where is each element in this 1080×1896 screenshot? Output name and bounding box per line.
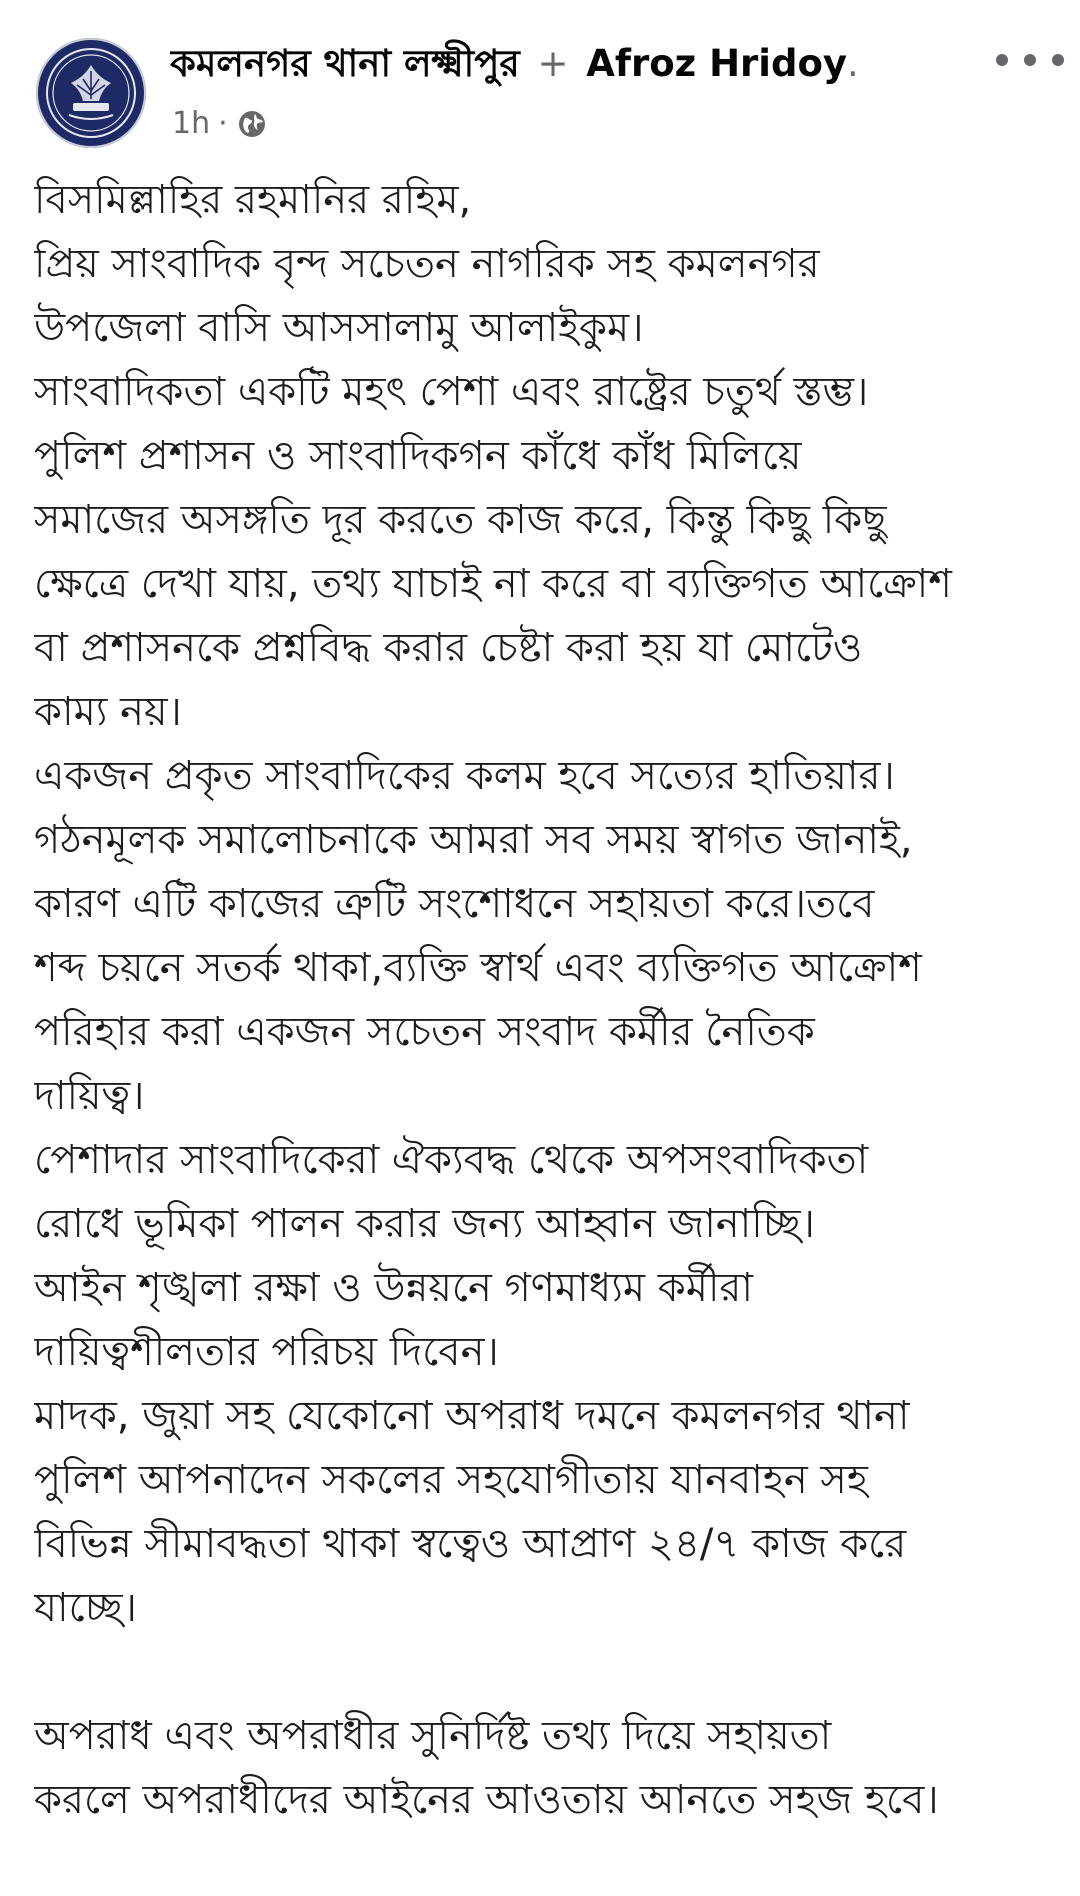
post-text-line: সাংবাদিকতা একটি মহৎ পেশা এবং রাষ্ট্রের চতুর্থ স্তম্ভ। <box>34 369 869 415</box>
more-options-icon <box>996 54 1008 66</box>
post-header <box>0 0 1080 150</box>
post-text-line: একজন প্রকৃত সাংবাদিকের কলম হবে সত্যের হাতিয়ার। <box>34 753 895 799</box>
more-options-icon-dot-3 <box>1052 54 1064 66</box>
post-text-line: শব্দ চয়নে সতর্ক থাকা,ব্যক্তি স্বার্থ এবং ব্যক্তিগত আক্রোশ <box>34 945 922 991</box>
post-text-line: দায়িত্বশীলতার পরিচয় দিবেন। <box>34 1329 499 1375</box>
post-text-line: আইন শৃঙ্খলা রক্ষা ও উন্নয়নে গণমাধ্যম কর্মীরা <box>34 1265 753 1311</box>
page-name-link[interactable]: কমলনগর থানা লক্ষ্মীপুর <box>170 42 520 85</box>
post-timestamp[interactable]: 1h <box>172 106 211 141</box>
more-options-button[interactable] <box>990 40 1070 80</box>
post-text-line: পুলিশ প্রশাসন ও সাংবাদিকগন কাঁধে কাঁধ মিলিয়ে <box>34 433 802 479</box>
post-text-line: গঠনমূলক সমালোচনাকে আমরা সব সময় স্বাগত জানাই, <box>34 817 913 863</box>
plus-separator: + <box>537 42 569 85</box>
coauthor-suffix: . <box>847 42 859 85</box>
post-text-line: প্রিয় সাংবাদিক বৃন্দ সচেতন নাগরিক সহ কমলনগর <box>34 241 820 287</box>
post-text-line: বিভিন্ন সীমাবদ্ধতা থাকা স্বত্বেও আপ্রাণ ২৪/৭ কাজ করে <box>34 1521 907 1567</box>
post-text-line: সমাজের অসঙ্গতি দূর করতে কাজ করে, কিন্তু কিছু কিছু <box>34 497 887 543</box>
post-text-line: পেশাদার সাংবাদিকেরা ঐক্যবদ্ধ থেকে অপসংবাদিকতা <box>34 1137 869 1183</box>
post-author-line <box>170 34 990 94</box>
post-text-line: পরিহার করা একজন সচেতন সংবাদ কর্মীর নৈতিক <box>34 1009 815 1055</box>
post-text-line: অপরাধ এবং অপরাধীর সুনির্দিষ্ট তথ্য দিয়ে সহায়তা <box>34 1713 832 1759</box>
post-text-line: করলে অপরাধীদের আইনের আওতায় আনতে সহজ হবে। <box>34 1777 939 1823</box>
post-text-line: ক্ষেত্রে দেখা যায়, তথ্য যাচাই না করে বা ব্যক্তিগত আক্রোশ <box>34 561 952 607</box>
coauthor-name-link[interactable]: Afroz Hridoy <box>586 42 847 85</box>
post-text-line: উপজেলা বাসি আসসালামু আলাইকুম। <box>34 305 644 351</box>
globe-icon[interactable] <box>236 108 268 140</box>
post-text-line: কাম্য নয়। <box>34 689 182 735</box>
post-text-line: পুলিশ আপনাদেন সকলের সহযোগীতায় যানবাহন সহ <box>34 1457 868 1503</box>
page-avatar[interactable] <box>36 38 146 148</box>
post-text-line: কারণ এটি কাজের ত্রুটি সংশোধনে সহায়তা করে।তবে <box>34 881 875 927</box>
more-options-icon-dot-2 <box>1024 54 1036 66</box>
police-emblem-icon <box>41 43 141 143</box>
post-text-line <box>34 1640 1050 1704</box>
post-text-line: যাচ্ছে। <box>34 1585 137 1631</box>
post-text-line: বিসমিল্লাহির রহমানির রহিম, <box>34 177 472 223</box>
post-meta <box>172 104 268 144</box>
post-text-line: মাদক, জুয়া সহ যেকোনো অপরাধ দমনে কমলনগর থানা <box>34 1393 910 1439</box>
post-text-line: দায়িত্ব। <box>34 1073 145 1119</box>
meta-separator: · <box>218 106 228 141</box>
post-text-line: বা প্রশাসনকে প্রশ্নবিদ্ধ করার চেষ্টা করা হয় যা মোটেও <box>34 625 863 671</box>
post-text <box>34 168 1050 1888</box>
post-text-line: রোধে ভূমিকা পালন করার জন্য আহ্বান জানাচ্ছি। <box>34 1201 815 1247</box>
